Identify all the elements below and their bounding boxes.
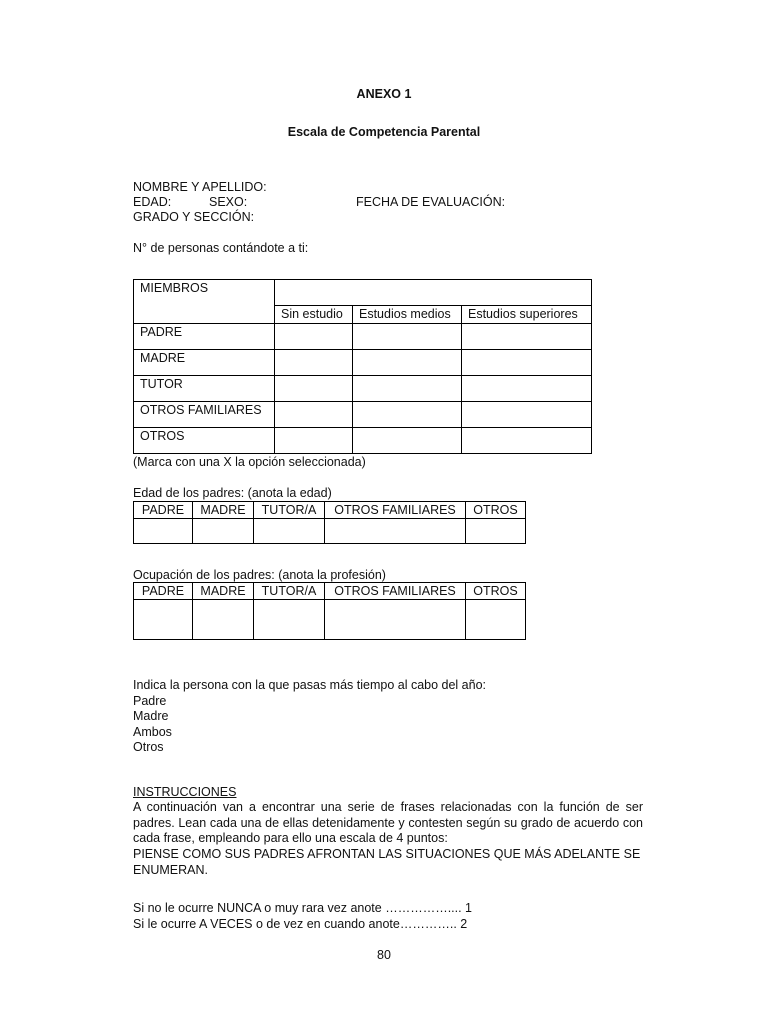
input-cell[interactable] xyxy=(325,519,466,544)
sex-label: SEXO: xyxy=(209,195,248,209)
column-header: MADRE xyxy=(193,502,254,519)
members-header: MIEMBROS xyxy=(134,280,275,324)
row-label: OTROS xyxy=(134,428,275,454)
age-table xyxy=(133,501,526,544)
column-header: OTROS xyxy=(466,583,526,600)
page-number: 80 xyxy=(377,948,391,962)
column-header: OTROS FAMILIARES xyxy=(325,583,466,600)
option-ambos[interactable]: Ambos xyxy=(133,725,172,739)
input-cell[interactable] xyxy=(193,600,254,640)
persons-count-label: N° de personas contándote a ti: xyxy=(133,241,309,255)
members-header-blank xyxy=(275,280,592,306)
scale-line-2: Si le ocurre A VECES o de vez en cuando anote………….. 2 xyxy=(133,917,468,931)
annex-heading: ANEXO 1 xyxy=(356,87,412,101)
column-header: MADRE xyxy=(193,583,254,600)
input-cell[interactable] xyxy=(325,600,466,640)
occupation-table-label: Ocupación de los padres: (anota la profesión) xyxy=(133,568,386,582)
checkbox-cell[interactable] xyxy=(353,324,462,350)
checkbox-cell[interactable] xyxy=(462,376,592,402)
checkbox-cell[interactable] xyxy=(462,402,592,428)
input-cell[interactable] xyxy=(254,519,325,544)
members-table xyxy=(133,279,592,454)
row-label: OTROS FAMILIARES xyxy=(134,402,275,428)
row-label: PADRE xyxy=(134,324,275,350)
column-header: TUTOR/A xyxy=(254,502,325,519)
option-padre[interactable]: Padre xyxy=(133,694,167,708)
column-header: Estudios medios xyxy=(353,306,462,324)
checkbox-cell[interactable] xyxy=(275,376,353,402)
eval-date-label: FECHA DE EVALUACIÓN: xyxy=(356,195,506,209)
checkbox-cell[interactable] xyxy=(462,428,592,454)
age-table-label: Edad de los padres: (anota la edad) xyxy=(133,486,332,500)
row-label: TUTOR xyxy=(134,376,275,402)
checkbox-cell[interactable] xyxy=(353,428,462,454)
scale-line-1: Si no le ocurre NUNCA o muy rara vez anote …………….... 1 xyxy=(133,901,473,915)
input-cell[interactable] xyxy=(134,519,193,544)
checkbox-cell[interactable] xyxy=(275,428,353,454)
option-madre[interactable]: Madre xyxy=(133,709,169,723)
checkbox-cell[interactable] xyxy=(275,324,353,350)
row-label: MADRE xyxy=(134,350,275,376)
column-header: OTROS FAMILIARES xyxy=(325,502,466,519)
input-cell[interactable] xyxy=(134,600,193,640)
option-otros[interactable]: Otros xyxy=(133,740,164,754)
column-header: PADRE xyxy=(134,583,193,600)
column-header: TUTOR/A xyxy=(254,583,325,600)
input-cell[interactable] xyxy=(254,600,325,640)
age-label: EDAD: xyxy=(133,195,172,209)
document-title: Escala de Competencia Parental xyxy=(287,125,481,139)
grade-label: GRADO Y SECCIÓN: xyxy=(133,210,255,224)
checkbox-cell[interactable] xyxy=(353,350,462,376)
input-cell[interactable] xyxy=(466,519,526,544)
name-label: NOMBRE Y APELLIDO: xyxy=(133,180,267,194)
checkbox-cell[interactable] xyxy=(353,402,462,428)
instructions-emphasis: PIENSE COMO SUS PADRES AFRONTAN LAS SITUACIONES QUE MÁS ADELANTE SE ENUMERAN. xyxy=(133,847,641,877)
checkbox-cell[interactable] xyxy=(462,350,592,376)
checkbox-cell[interactable] xyxy=(275,402,353,428)
column-header: Estudios superiores xyxy=(462,306,592,324)
column-header: OTROS xyxy=(466,502,526,519)
checkbox-cell[interactable] xyxy=(462,324,592,350)
occupation-table xyxy=(133,582,526,640)
input-cell[interactable] xyxy=(466,600,526,640)
column-header: Sin estudio xyxy=(275,306,353,324)
input-cell[interactable] xyxy=(193,519,254,544)
time-question-label: Indica la persona con la que pasas más tiempo al cabo del año: xyxy=(133,678,487,692)
instructions-heading: INSTRUCCIONES xyxy=(133,785,237,799)
column-header: PADRE xyxy=(134,502,193,519)
instructions-text: A continuación van a encontrar una serie de frases relacionadas con la función de ser padres. Lean cada una de ellas detenidamente y contesten según su grado de acuerdo con cada frase, empleando para ello una escala de 4 puntos: xyxy=(133,800,643,845)
checkbox-cell[interactable] xyxy=(353,376,462,402)
checkbox-cell[interactable] xyxy=(275,350,353,376)
members-note: (Marca con una X la opción seleccionada) xyxy=(133,455,366,469)
